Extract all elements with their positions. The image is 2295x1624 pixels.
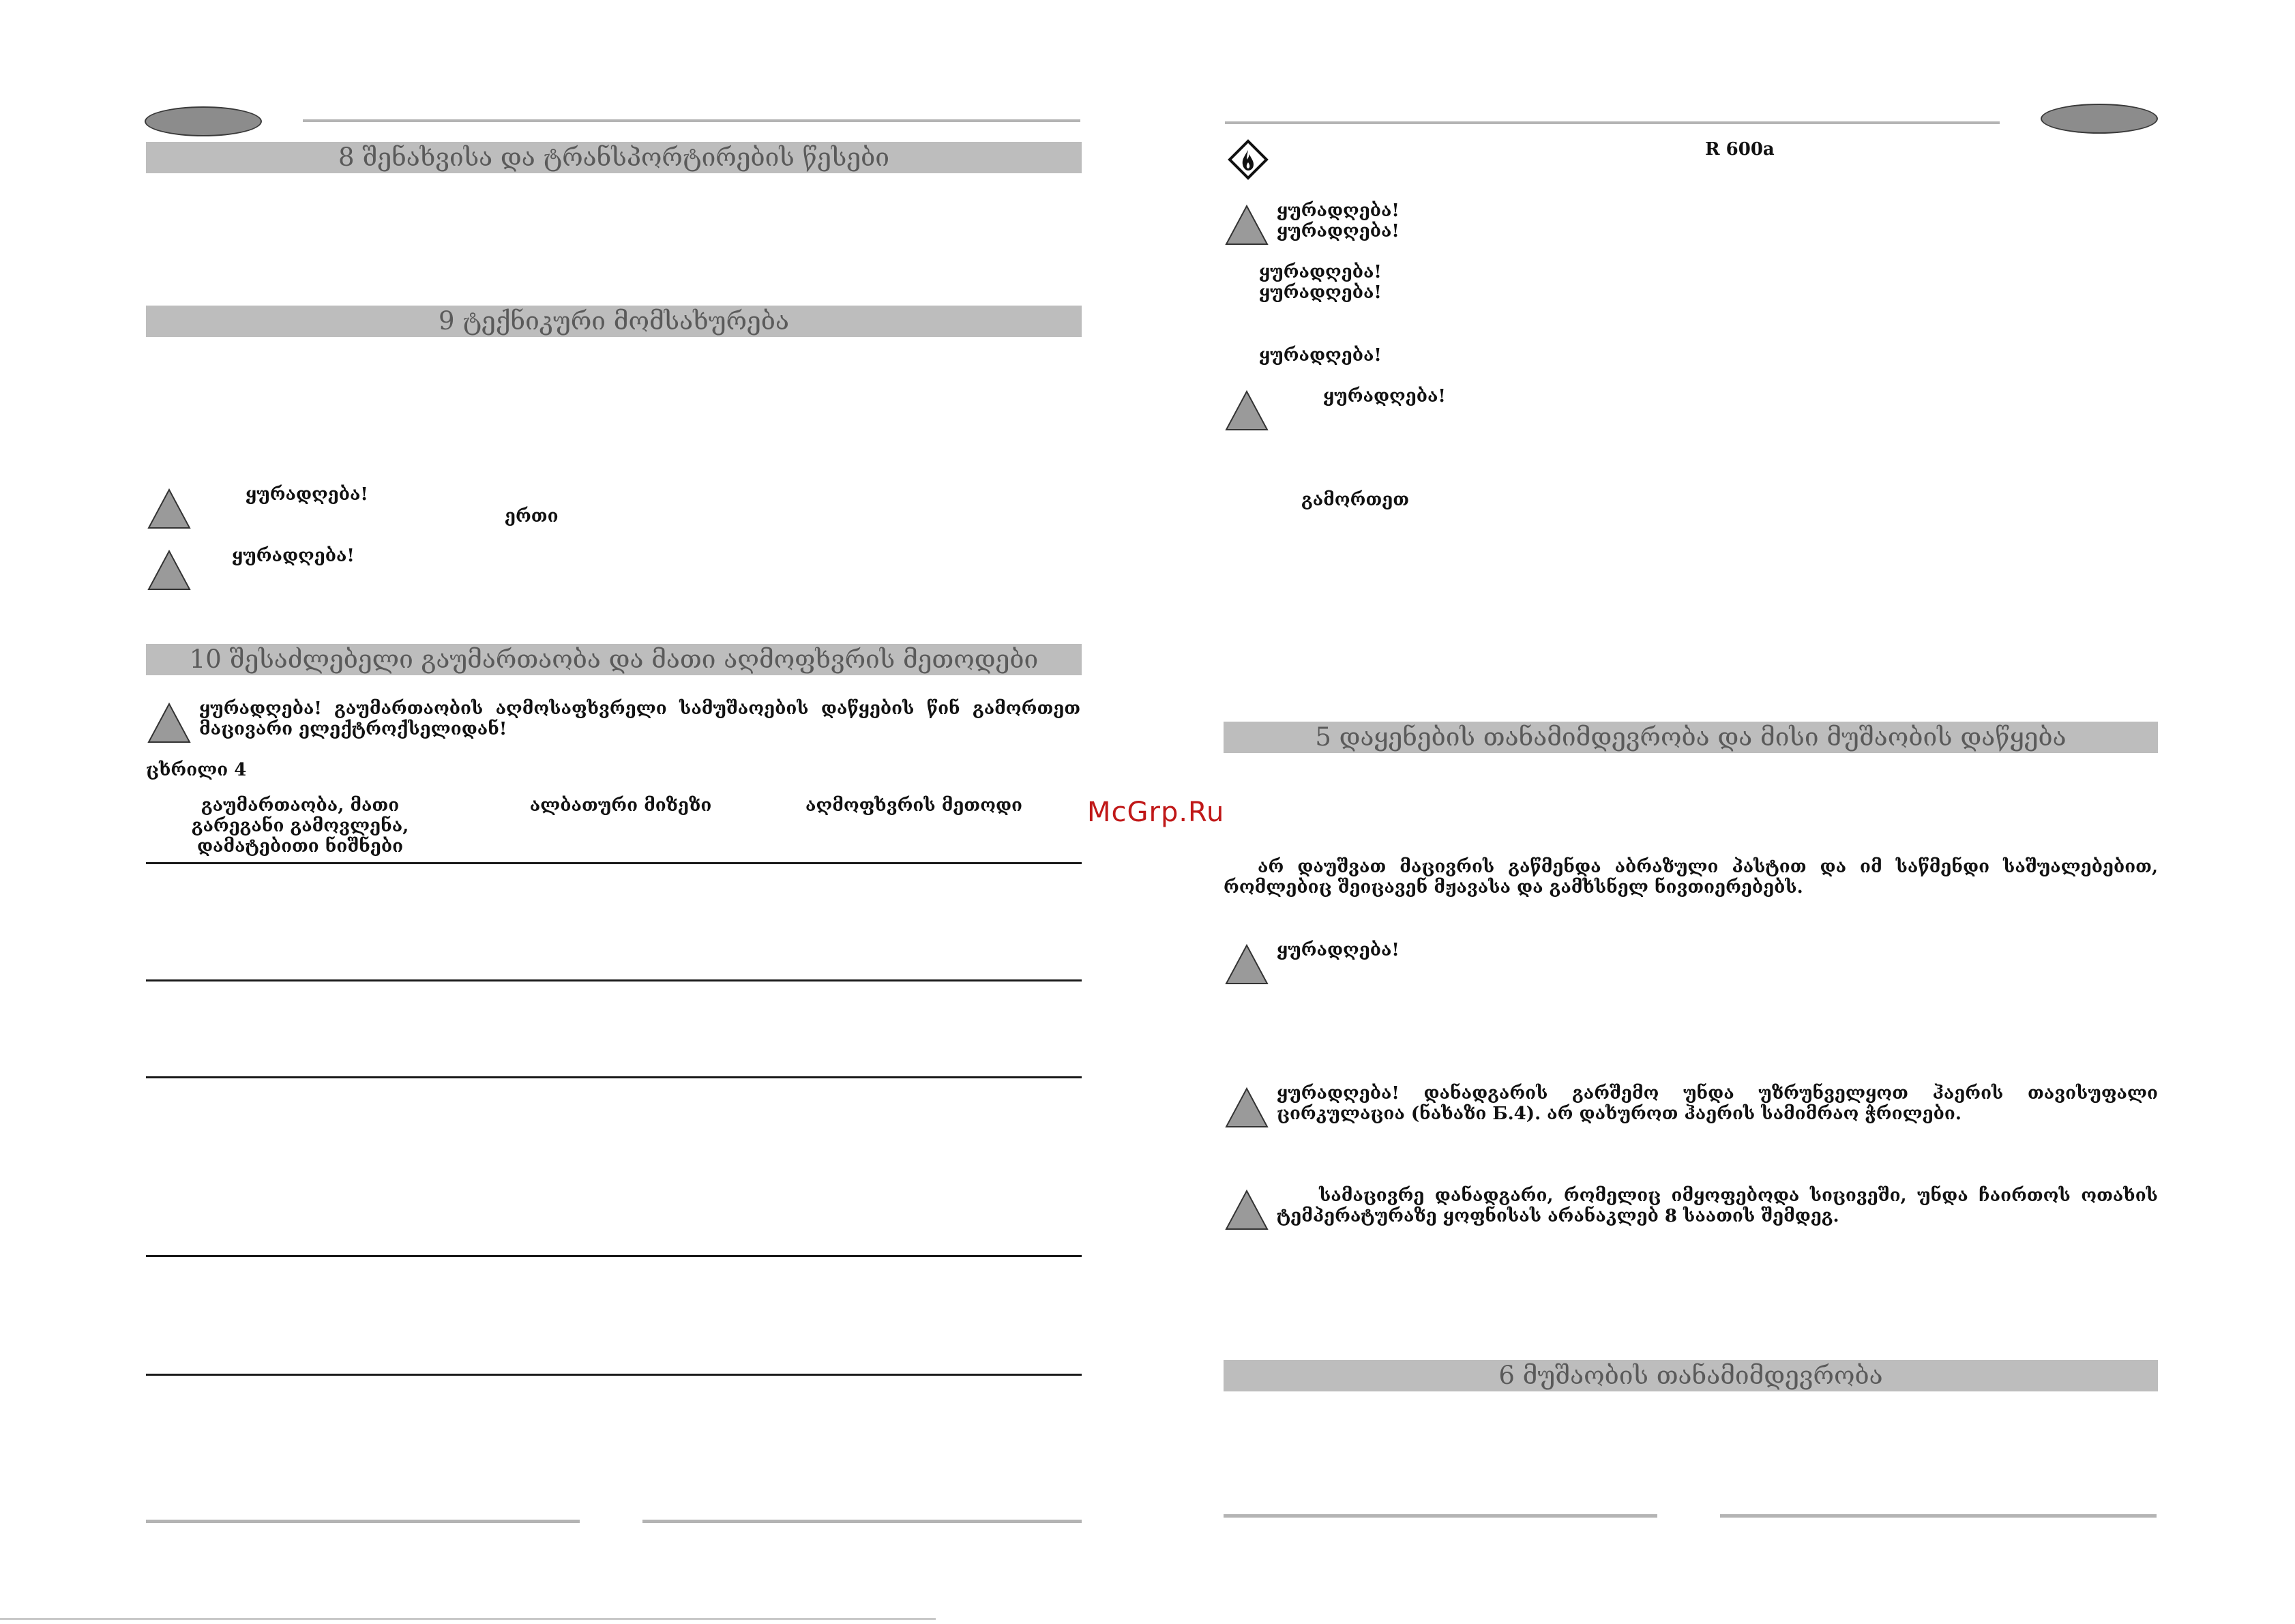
table-row-divider <box>146 1076 1082 1078</box>
table-row-divider <box>146 1374 1082 1376</box>
warning-label: ყურადღება! <box>1259 262 1382 282</box>
warning-label: ყურადღება! <box>1259 345 1382 366</box>
switch-off-word: გამორთეთ <box>1301 490 1410 510</box>
warning-disconnect-text: ყურადღება! გაუმართაობის აღმოსაფხვრელი სამუშაოების დაწყების წინ გამორთეთ მაცივარი ელექტროქსელიდან! <box>199 698 1080 739</box>
warning-triangle-icon <box>147 703 191 743</box>
section-10-heading: 10 შესაძლებელი გაუმართაობა და მათი აღმოფხვრის მეთოდები <box>146 644 1082 675</box>
refrigerant-label: R 600a <box>1705 139 1775 160</box>
table-caption: ცხრილი 4 <box>146 760 247 780</box>
table-header-probable-cause: ალბათური მიზეზი <box>529 795 712 816</box>
header-rule-right <box>1225 121 2000 124</box>
footer-rule-right-b <box>1720 1514 2157 1518</box>
warning-triangle-icon <box>1225 1190 1269 1230</box>
section-8-heading: 8 შენახვისა და ტრანსპორტირების წესები <box>146 142 1082 173</box>
header-rule-left <box>303 119 1080 122</box>
warning-triangle-icon <box>147 550 191 591</box>
warning-triangle-icon <box>1225 390 1269 431</box>
warning-triangle-icon <box>147 488 191 529</box>
warning-triangle-icon <box>1225 1087 1269 1128</box>
air-circulation-paragraph: ყურადღება! დანადგარის გარშემო უნდა უზრუნველყოთ ჰაერის თავისუფალი ცირკულაცია (ნახაზი Б.4). არ დახუროთ ჰაერის სამიმრაო ჭრილები. <box>1277 1083 2158 1124</box>
warning-label: ყურადღება! <box>1277 940 1400 960</box>
warning-triangle-icon <box>1225 205 1269 246</box>
table-row-divider <box>146 862 1082 864</box>
table-header-remedy: აღმოფხვრის მეთოდი <box>805 795 1022 816</box>
table-header-malfunction: გაუმართაობა, მათი გარეგანი გამოვლენა, დამატებითი ნიშნები <box>191 795 409 857</box>
cleaning-paragraph: არ დაუშვათ მაცივრის გაწმენდა აბრაზული პასტით და იმ საწმენდი საშუალებებით, რომლებიც შეიცავენ მჟავასა და გამხსნელ ნივთიერებებს. <box>1224 857 2158 898</box>
warning-emphasis-word: ერთი <box>505 506 559 527</box>
warning-label: ყურადღება! <box>246 484 368 505</box>
cold-start-paragraph: სამაცივრე დანადგარი, რომელიც იმყოფებოდა სიცივეში, უნდა ჩაირთოს ოთახის ტემპერატურაზე ყოფნისას არანაკლებ 8 საათის შემდეგ. <box>1277 1185 2158 1226</box>
footer-rule-left-b <box>642 1520 1082 1523</box>
footer-rule-right-a <box>1224 1514 1657 1518</box>
section-6-heading: 6 მუშაობის თანამიმდევრობა <box>1224 1360 2158 1391</box>
warning-label: ყურადღება! <box>1277 221 1400 241</box>
watermark: McGrp.Ru <box>1087 797 1225 828</box>
section-5-heading: 5 დაყენების თანამიმდევრობა და მისი მუშაობის დაწყება <box>1224 722 2158 753</box>
table-row-divider <box>146 979 1082 981</box>
warning-label: ყურადღება! <box>1259 282 1382 303</box>
warning-triangle-icon <box>1225 944 1269 985</box>
flammable-fire-icon <box>1228 139 1269 180</box>
table-row-divider <box>146 1255 1082 1257</box>
section-9-heading: 9 ტექნიკური მომსახურება <box>146 306 1082 337</box>
bottom-edge-rule <box>0 1618 936 1620</box>
footer-rule-left-a <box>146 1520 580 1523</box>
warning-label: ყურადღება! <box>232 546 355 566</box>
warning-label: ყურადღება! <box>1277 201 1400 221</box>
page-number-oval-right <box>2041 104 2158 134</box>
page-number-oval-left <box>145 106 262 136</box>
warning-label: ყურადღება! <box>1323 386 1446 407</box>
